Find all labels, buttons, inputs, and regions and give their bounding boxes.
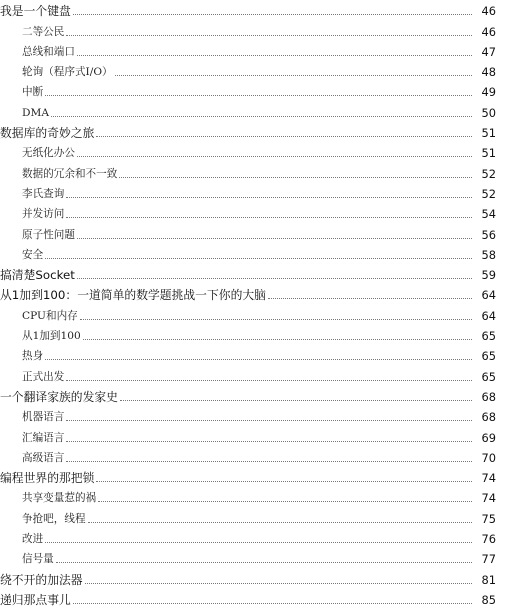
- toc-entry-page-number: 74: [481, 491, 496, 506]
- toc-chapter-entry: [0, 1, 506, 21]
- toc-section-entry: [0, 184, 506, 204]
- toc-entry-page-number: 59: [481, 268, 496, 283]
- toc-entry-title: 一个翻译家族的发家史: [0, 389, 118, 404]
- toc-section-entry: [0, 427, 506, 447]
- toc-entry-page-number: 75: [481, 511, 496, 526]
- toc-entry-title: 高级语言: [22, 451, 65, 464]
- dot-leader: [115, 75, 472, 76]
- toc-entry-title: 从1加到100: [22, 330, 81, 343]
- toc-entry-page-number: 56: [481, 227, 496, 242]
- toc-entry-title: 李氏查询: [22, 187, 65, 200]
- toc-section-entry: [0, 448, 506, 468]
- toc-section-entry: [0, 143, 506, 163]
- dot-leader: [66, 380, 472, 381]
- toc-entry-page-number: 69: [481, 430, 496, 445]
- toc-entry-title: 递归那点事儿: [0, 592, 71, 607]
- toc-entry-page-number: 68: [481, 389, 496, 404]
- dot-leader: [268, 298, 472, 299]
- toc-entry-page-number: 47: [481, 44, 496, 59]
- toc-section-entry: [0, 488, 506, 508]
- toc-section-entry: [0, 102, 506, 122]
- toc-entry-title: 共享变量惹的祸: [22, 492, 97, 505]
- toc-section-entry: [0, 224, 506, 244]
- dot-leader: [66, 420, 472, 421]
- toc-chapter-entry: [0, 468, 506, 488]
- dot-leader: [45, 542, 472, 543]
- toc-entry-page-number: 64: [481, 288, 496, 303]
- toc-entry-title: 热身: [22, 350, 44, 363]
- toc-entry-title: 正式出发: [22, 370, 65, 383]
- dot-leader: [119, 177, 472, 178]
- toc-entry-title: 信号量: [22, 553, 54, 566]
- toc-entry-page-number: 50: [481, 105, 496, 120]
- toc-entry-page-number: 52: [481, 166, 496, 181]
- dot-leader: [51, 116, 472, 117]
- toc-entry-title: 争抢吧，线程: [22, 512, 86, 525]
- table-of-contents: [0, 1, 506, 610]
- toc-section-entry: [0, 62, 506, 82]
- toc-entry-title: 轮询（程序式I/O）: [22, 66, 113, 79]
- toc-section-entry: [0, 346, 506, 366]
- dot-leader: [83, 339, 472, 340]
- toc-chapter-entry: [0, 590, 506, 610]
- toc-entry-title: 编程世界的那把锁: [0, 471, 95, 486]
- toc-section-entry: [0, 508, 506, 528]
- toc-entry-page-number: 65: [481, 349, 496, 364]
- dot-leader: [88, 522, 472, 523]
- toc-section-entry: [0, 204, 506, 224]
- dot-leader: [73, 14, 472, 15]
- toc-entry-page-number: 51: [481, 146, 496, 161]
- toc-entry-page-number: 49: [481, 85, 496, 100]
- dot-leader: [45, 359, 472, 360]
- dot-leader: [98, 501, 472, 502]
- toc-entry-title: 无纸化办公: [22, 147, 75, 160]
- dot-leader: [77, 238, 472, 239]
- toc-entry-page-number: 48: [481, 65, 496, 80]
- dot-leader: [77, 156, 472, 157]
- toc-entry-title: 原子性问题: [22, 228, 75, 241]
- toc-entry-page-number: 81: [481, 572, 496, 587]
- dot-leader: [66, 217, 472, 218]
- dot-leader: [66, 441, 472, 442]
- toc-entry-title: 数据库的奇妙之旅: [0, 126, 95, 141]
- toc-entry-title: 汇编语言: [22, 431, 65, 444]
- toc-section-entry: [0, 82, 506, 102]
- toc-entry-title: 总线和端口: [22, 45, 75, 58]
- dot-leader: [96, 136, 472, 137]
- toc-entry-page-number: 51: [481, 126, 496, 141]
- toc-entry-title: 中断: [22, 86, 44, 99]
- toc-entry-title: 绕不开的加法器: [0, 572, 83, 587]
- dot-leader: [77, 278, 472, 279]
- toc-section-entry: [0, 407, 506, 427]
- toc-section-entry: [0, 326, 506, 346]
- toc-entry-page-number: 46: [481, 4, 496, 19]
- toc-entry-title: 并发访问: [22, 208, 65, 221]
- toc-entry-page-number: 65: [481, 329, 496, 344]
- toc-entry-page-number: 76: [481, 532, 496, 547]
- toc-entry-page-number: 70: [481, 450, 496, 465]
- toc-chapter-entry: [0, 285, 506, 305]
- dot-leader: [80, 319, 472, 320]
- dot-leader: [96, 481, 472, 482]
- toc-section-entry: [0, 163, 506, 183]
- toc-entry-title: 二等公民: [22, 25, 65, 38]
- dot-leader: [77, 55, 472, 56]
- toc-chapter-entry: [0, 123, 506, 143]
- toc-entry-title: 数据的冗余和不一致: [22, 167, 118, 180]
- dot-leader: [66, 35, 472, 36]
- toc-section-entry: [0, 549, 506, 569]
- toc-chapter-entry: [0, 265, 506, 285]
- toc-entry-page-number: 74: [481, 471, 496, 486]
- toc-entry-title: 从1加到100：一道简单的数学题挑战一下你的大脑: [0, 288, 266, 303]
- dot-leader: [66, 197, 472, 198]
- toc-entry-page-number: 52: [481, 186, 496, 201]
- dot-leader: [45, 95, 472, 96]
- toc-entry-page-number: 54: [481, 207, 496, 222]
- dot-leader: [45, 258, 472, 259]
- toc-entry-title: 机器语言: [22, 411, 65, 424]
- dot-leader: [85, 583, 472, 584]
- toc-section-entry: [0, 21, 506, 41]
- toc-chapter-entry: [0, 569, 506, 589]
- toc-entry-title: DMA: [22, 106, 49, 119]
- toc-entry-page-number: 64: [481, 308, 496, 323]
- dot-leader: [56, 562, 472, 563]
- toc-entry-page-number: 68: [481, 410, 496, 425]
- toc-entry-title: 搞清楚Socket: [0, 268, 75, 283]
- dot-leader: [66, 461, 472, 462]
- dot-leader: [73, 603, 472, 604]
- toc-section-entry: [0, 245, 506, 265]
- toc-entry-page-number: 58: [481, 247, 496, 262]
- dot-leader: [120, 400, 472, 401]
- toc-entry-page-number: 46: [481, 24, 496, 39]
- toc-entry-page-number: 77: [481, 552, 496, 567]
- toc-chapter-entry: [0, 387, 506, 407]
- toc-section-entry: [0, 305, 506, 325]
- toc-entry-title: 我是一个键盘: [0, 4, 71, 19]
- toc-entry-page-number: 65: [481, 369, 496, 384]
- toc-section-entry: [0, 42, 506, 62]
- toc-section-entry: [0, 366, 506, 386]
- toc-entry-page-number: 85: [481, 592, 496, 607]
- toc-entry-title: CPU和内存: [22, 309, 78, 322]
- toc-entry-title: 改进: [22, 533, 44, 546]
- toc-entry-title: 安全: [22, 248, 44, 261]
